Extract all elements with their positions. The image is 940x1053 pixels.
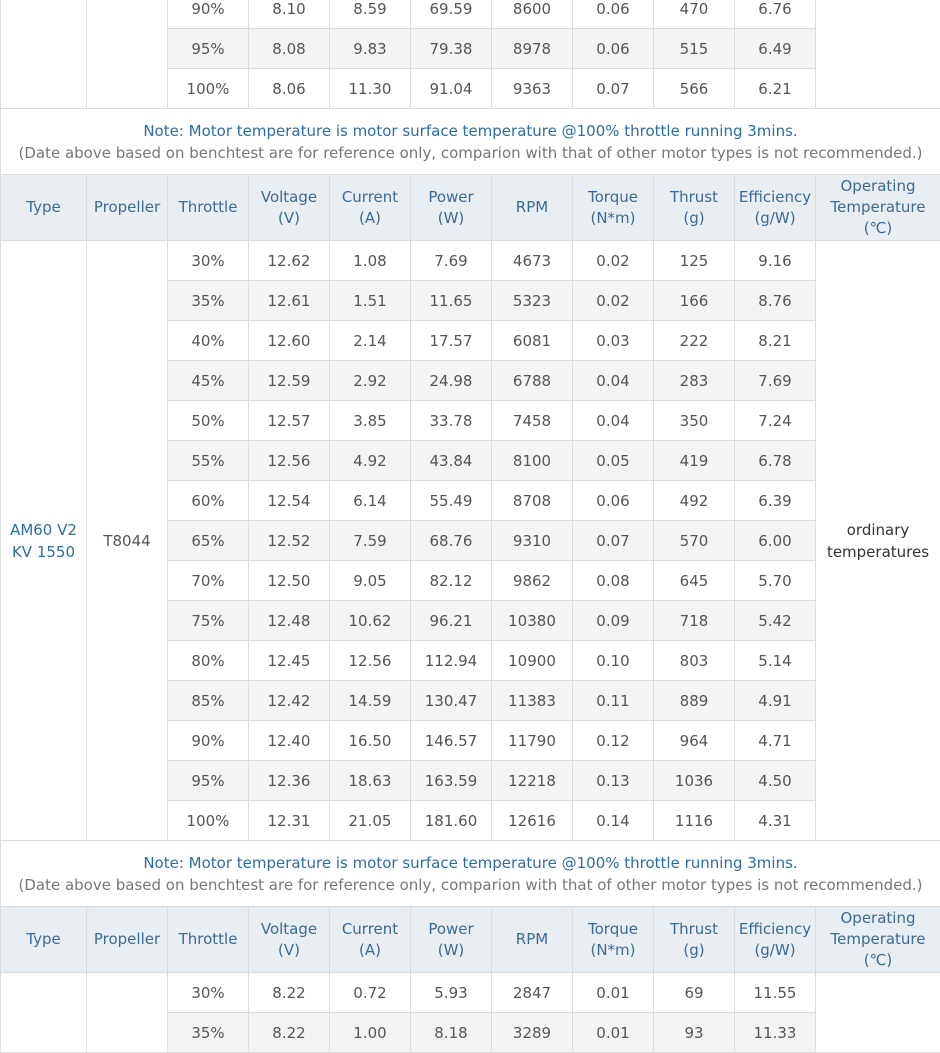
cell-torque: 0.06	[573, 0, 654, 29]
cell-throttle: 85%	[168, 681, 249, 721]
cell-voltage: 12.60	[249, 321, 330, 361]
header-torque: Torque (N*m)	[573, 175, 654, 241]
cell-torque: 0.03	[573, 321, 654, 361]
cell-thrust: 470	[654, 0, 735, 29]
cell-torque: 0.07	[573, 521, 654, 561]
cell-voltage: 12.31	[249, 801, 330, 841]
cell-current: 9.83	[330, 29, 411, 69]
note-row	[1, 109, 940, 175]
cell-efficiency: 4.31	[735, 801, 816, 841]
cell-current: 6.14	[330, 481, 411, 521]
cell-rpm: 5323	[492, 281, 573, 321]
cell-efficiency: 7.24	[735, 401, 816, 441]
cell-throttle: 50%	[168, 401, 249, 441]
header-row	[1, 175, 940, 241]
cell-throttle: 30%	[168, 973, 249, 1013]
cell-type	[1, 0, 87, 109]
cell-torque: 0.05	[573, 441, 654, 481]
cell-power: 146.57	[411, 721, 492, 761]
cell-rpm: 9363	[492, 69, 573, 109]
cell-temperature	[816, 0, 940, 109]
cell-efficiency: 11.33	[735, 1013, 816, 1053]
cell-rpm: 12218	[492, 761, 573, 801]
cell-voltage: 12.52	[249, 521, 330, 561]
header-propeller: Propeller	[87, 175, 168, 241]
cell-current: 11.30	[330, 69, 411, 109]
cell-torque: 0.13	[573, 761, 654, 801]
cell-thrust: 964	[654, 721, 735, 761]
cell-power: 11.65	[411, 281, 492, 321]
cell-efficiency: 6.21	[735, 69, 816, 109]
table-row	[1, 0, 940, 29]
header-temperature: Operating Temperature (℃)	[816, 175, 940, 241]
header-torque: Torque (N*m)	[573, 907, 654, 973]
cell-thrust: 645	[654, 561, 735, 601]
header-voltage: Voltage (V)	[249, 175, 330, 241]
cell-propeller: T8044	[87, 241, 168, 841]
cell-power: 82.12	[411, 561, 492, 601]
cell-voltage: 12.50	[249, 561, 330, 601]
note-cell	[1, 841, 940, 907]
cell-current: 12.56	[330, 641, 411, 681]
cell-rpm: 9862	[492, 561, 573, 601]
cell-power: 8.18	[411, 1013, 492, 1053]
cell-voltage: 8.22	[249, 1013, 330, 1053]
cell-voltage: 12.59	[249, 361, 330, 401]
note-row	[1, 841, 940, 907]
header-power: Power (W)	[411, 175, 492, 241]
cell-torque: 0.01	[573, 973, 654, 1013]
cell-torque: 0.06	[573, 29, 654, 69]
cell-current: 9.05	[330, 561, 411, 601]
cell-throttle: 75%	[168, 601, 249, 641]
cell-voltage: 12.62	[249, 241, 330, 281]
cell-power: 79.38	[411, 29, 492, 69]
cell-torque: 0.09	[573, 601, 654, 641]
cell-rpm: 11790	[492, 721, 573, 761]
cell-throttle: 45%	[168, 361, 249, 401]
cell-power: 17.57	[411, 321, 492, 361]
cell-rpm: 4673	[492, 241, 573, 281]
cell-voltage: 12.54	[249, 481, 330, 521]
cell-voltage: 12.57	[249, 401, 330, 441]
cell-efficiency: 4.71	[735, 721, 816, 761]
cell-efficiency: 9.16	[735, 241, 816, 281]
cell-temperature: ordinary temperatures	[816, 241, 940, 841]
cell-voltage: 12.61	[249, 281, 330, 321]
cell-thrust: 283	[654, 361, 735, 401]
note-line-2: (Date above based on benchtest are for reference only, comparion with that of other motor types is not recommended.)	[1, 142, 940, 164]
cell-current: 14.59	[330, 681, 411, 721]
cell-efficiency: 6.00	[735, 521, 816, 561]
cell-thrust: 570	[654, 521, 735, 561]
cell-torque: 0.04	[573, 401, 654, 441]
header-efficiency: Efficiency (g/W)	[735, 907, 816, 973]
cell-rpm: 2847	[492, 973, 573, 1013]
cell-power: 33.78	[411, 401, 492, 441]
cell-throttle: 40%	[168, 321, 249, 361]
cell-voltage: 8.22	[249, 973, 330, 1013]
cell-voltage: 12.48	[249, 601, 330, 641]
cell-current: 4.92	[330, 441, 411, 481]
header-thrust: Thrust (g)	[654, 907, 735, 973]
cell-voltage: 12.36	[249, 761, 330, 801]
cell-current: 18.63	[330, 761, 411, 801]
cell-current: 16.50	[330, 721, 411, 761]
cell-throttle: 100%	[168, 801, 249, 841]
cell-current: 3.85	[330, 401, 411, 441]
note-line-1: Note: Motor temperature is motor surface temperature @100% throttle running 3mins.	[1, 852, 940, 874]
cell-torque: 0.14	[573, 801, 654, 841]
cell-thrust: 515	[654, 29, 735, 69]
cell-current: 2.92	[330, 361, 411, 401]
cell-temperature	[816, 973, 940, 1053]
header-efficiency: Efficiency (g/W)	[735, 175, 816, 241]
cell-efficiency: 8.21	[735, 321, 816, 361]
cell-rpm: 10900	[492, 641, 573, 681]
cell-thrust: 419	[654, 441, 735, 481]
cell-rpm: 6081	[492, 321, 573, 361]
cell-power: 68.76	[411, 521, 492, 561]
header-type: Type	[1, 175, 87, 241]
cell-rpm: 7458	[492, 401, 573, 441]
cell-efficiency: 6.76	[735, 0, 816, 29]
cell-thrust: 1036	[654, 761, 735, 801]
header-propeller: Propeller	[87, 907, 168, 973]
cell-throttle: 55%	[168, 441, 249, 481]
cell-torque: 0.02	[573, 281, 654, 321]
table-row	[1, 241, 940, 281]
cell-propeller	[87, 0, 168, 109]
cell-throttle: 35%	[168, 281, 249, 321]
cell-efficiency: 6.49	[735, 29, 816, 69]
cell-thrust: 93	[654, 1013, 735, 1053]
cell-type	[1, 973, 87, 1053]
cell-current: 1.00	[330, 1013, 411, 1053]
cell-thrust: 803	[654, 641, 735, 681]
cell-torque: 0.10	[573, 641, 654, 681]
cell-rpm: 12616	[492, 801, 573, 841]
cell-power: 43.84	[411, 441, 492, 481]
cell-voltage: 12.42	[249, 681, 330, 721]
cell-power: 91.04	[411, 69, 492, 109]
cell-thrust: 69	[654, 973, 735, 1013]
note-cell	[1, 109, 940, 175]
cell-throttle: 90%	[168, 0, 249, 29]
cell-rpm: 6788	[492, 361, 573, 401]
cell-throttle: 95%	[168, 761, 249, 801]
cell-efficiency: 5.14	[735, 641, 816, 681]
cell-throttle: 80%	[168, 641, 249, 681]
cell-throttle: 100%	[168, 69, 249, 109]
header-type: Type	[1, 907, 87, 973]
cell-efficiency: 11.55	[735, 973, 816, 1013]
cell-voltage: 8.10	[249, 0, 330, 29]
cell-torque: 0.06	[573, 481, 654, 521]
cell-current: 1.51	[330, 281, 411, 321]
cell-thrust: 1116	[654, 801, 735, 841]
header-current: Current (A)	[330, 907, 411, 973]
cell-type: AM60 V2 KV 1550	[1, 241, 87, 841]
cell-power: 130.47	[411, 681, 492, 721]
cell-efficiency: 4.50	[735, 761, 816, 801]
header-throttle: Throttle	[168, 907, 249, 973]
cell-efficiency: 6.39	[735, 481, 816, 521]
cell-throttle: 65%	[168, 521, 249, 561]
cell-torque: 0.11	[573, 681, 654, 721]
header-temperature: Operating Temperature (℃)	[816, 907, 940, 973]
cell-efficiency: 8.76	[735, 281, 816, 321]
cell-rpm: 8708	[492, 481, 573, 521]
cell-torque: 0.12	[573, 721, 654, 761]
cell-thrust: 350	[654, 401, 735, 441]
cell-rpm: 3289	[492, 1013, 573, 1053]
cell-throttle: 90%	[168, 721, 249, 761]
cell-propeller	[87, 973, 168, 1053]
cell-torque: 0.02	[573, 241, 654, 281]
cell-current: 21.05	[330, 801, 411, 841]
cell-voltage: 12.40	[249, 721, 330, 761]
cell-rpm: 8100	[492, 441, 573, 481]
cell-rpm: 8978	[492, 29, 573, 69]
cell-efficiency: 5.42	[735, 601, 816, 641]
header-rpm: RPM	[492, 907, 573, 973]
header-throttle: Throttle	[168, 175, 249, 241]
cell-thrust: 222	[654, 321, 735, 361]
header-rpm: RPM	[492, 175, 573, 241]
cell-rpm: 10380	[492, 601, 573, 641]
header-power: Power (W)	[411, 907, 492, 973]
cell-voltage: 12.45	[249, 641, 330, 681]
cell-thrust: 889	[654, 681, 735, 721]
cell-torque: 0.01	[573, 1013, 654, 1053]
cell-current: 7.59	[330, 521, 411, 561]
note-line-2: (Date above based on benchtest are for reference only, comparion with that of other motor types is not recommended.)	[1, 874, 940, 896]
cell-thrust: 166	[654, 281, 735, 321]
cell-throttle: 70%	[168, 561, 249, 601]
cell-thrust: 125	[654, 241, 735, 281]
cell-throttle: 30%	[168, 241, 249, 281]
cell-rpm: 11383	[492, 681, 573, 721]
cell-power: 7.69	[411, 241, 492, 281]
cell-power: 5.93	[411, 973, 492, 1013]
cell-thrust: 566	[654, 69, 735, 109]
cell-current: 10.62	[330, 601, 411, 641]
header-voltage: Voltage (V)	[249, 907, 330, 973]
cell-efficiency: 4.91	[735, 681, 816, 721]
cell-rpm: 8600	[492, 0, 573, 29]
cell-torque: 0.04	[573, 361, 654, 401]
cell-rpm: 9310	[492, 521, 573, 561]
cell-torque: 0.08	[573, 561, 654, 601]
cell-throttle: 35%	[168, 1013, 249, 1053]
cell-throttle: 95%	[168, 29, 249, 69]
cell-thrust: 492	[654, 481, 735, 521]
cell-power: 55.49	[411, 481, 492, 521]
cell-current: 8.59	[330, 0, 411, 29]
cell-throttle: 60%	[168, 481, 249, 521]
cell-voltage: 8.08	[249, 29, 330, 69]
cell-voltage: 8.06	[249, 69, 330, 109]
cell-power: 24.98	[411, 361, 492, 401]
cell-power: 112.94	[411, 641, 492, 681]
header-current: Current (A)	[330, 175, 411, 241]
cell-current: 2.14	[330, 321, 411, 361]
table-row	[1, 973, 940, 1013]
cell-current: 0.72	[330, 973, 411, 1013]
cell-power: 181.60	[411, 801, 492, 841]
cell-efficiency: 6.78	[735, 441, 816, 481]
cell-power: 96.21	[411, 601, 492, 641]
cell-efficiency: 5.70	[735, 561, 816, 601]
header-row	[1, 907, 940, 973]
cell-power: 163.59	[411, 761, 492, 801]
cell-efficiency: 7.69	[735, 361, 816, 401]
cell-torque: 0.07	[573, 69, 654, 109]
header-thrust: Thrust (g)	[654, 175, 735, 241]
cell-voltage: 12.56	[249, 441, 330, 481]
note-line-1: Note: Motor temperature is motor surface temperature @100% throttle running 3mins.	[1, 120, 940, 142]
cell-power: 69.59	[411, 0, 492, 29]
cell-current: 1.08	[330, 241, 411, 281]
cell-thrust: 718	[654, 601, 735, 641]
